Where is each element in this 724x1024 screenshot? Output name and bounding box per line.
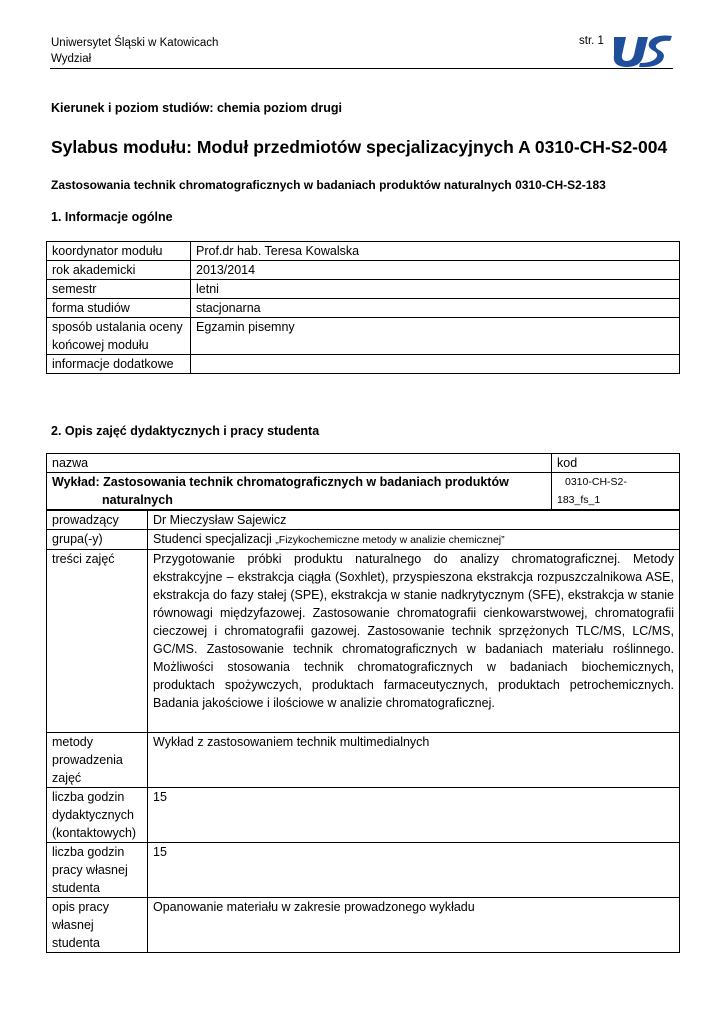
table-row (47, 898, 680, 953)
table-row (47, 530, 680, 550)
study-program: Kierunek i poziom studiów: chemia poziom drugi (51, 101, 342, 115)
row-value: stacjonarna (191, 299, 680, 318)
row-label: sposób ustalania oceny końcowej modułu (47, 318, 191, 355)
row-label: metody prowadzenia zajęć (47, 733, 148, 788)
table-row (47, 318, 680, 355)
row-value: Dr Mieczysław Sajewicz (148, 511, 680, 530)
table-row (47, 242, 680, 261)
page-title: Sylabus modułu: Moduł przedmiotów specjalizacyjnych A 0310-CH-S2-004 (51, 137, 668, 157)
table-row (47, 788, 680, 843)
general-info-table (46, 241, 680, 374)
row-label: liczba godzin pracy własnej studenta (47, 843, 148, 898)
table-row (47, 473, 680, 510)
row-value: Studenci specjalizacji „Fizykochemiczne metody w analizie chemicznej” (148, 530, 680, 550)
page-number: str. 1 (579, 35, 604, 47)
row-value: letni (191, 280, 680, 299)
table-row (47, 355, 680, 374)
table-row (47, 843, 680, 898)
course-content: Przygotowanie próbki produktu naturalnego do analizy chromatograficznej. Metody ekstrakcyjne – ekstrakcja ciągła (Soxhlet), przyspieszona ekstrakcja rozpuszczalnikowa ASE, ekstrakcja do fazy stałej (SPE), ekstrakcja w stanie nadkrytycznym (SFE), ekstrakcja w stanie równowagi międzyfazowej. Zastosowanie chromatografii cienkowarstwowej, chromatografii cieczowej i chromatografii gazowej. Zastosowanie technik sprzężonych TLC/MS, LC/MS, GC/MS. Zastosowanie technik chromatograficznych w badaniach materiału roślinnego. Możliwości stosowania technik chromatograficznych w badaniach biochemicznych, produktach spożywczych, produktach farmaceutycznych, produktach petrochemicznych. Badania jakościowe i ilościowe w analizie chromatograficznej. (148, 550, 680, 733)
row-value (191, 355, 680, 374)
row-label: forma studiów (47, 299, 191, 318)
table-row (47, 280, 680, 299)
row-label: informacje dodatkowe (47, 355, 191, 374)
row-label: prowadzący (47, 511, 148, 530)
section-heading-general: 1. Informacje ogólne (51, 210, 173, 224)
table-row (47, 299, 680, 318)
table-row (47, 261, 680, 280)
row-label: treści zajęć (47, 550, 148, 733)
row-label: opis pracy własnej studenta (47, 898, 148, 953)
row-label: koordynator modułu (47, 242, 191, 261)
section-heading-classes: 2. Opis zajęć dydaktycznych i pracy studenta (51, 424, 320, 438)
table-row (47, 511, 680, 530)
row-value: Prof.dr hab. Teresa Kowalska (191, 242, 680, 261)
lecture-code: 0310-CH-S2- 183_fs_1 (552, 473, 680, 510)
page-header (51, 35, 218, 67)
us-logo-icon (612, 33, 674, 69)
row-value: 15 (148, 843, 680, 898)
row-label: liczba godzin dydaktycznych (kontaktowych) (47, 788, 148, 843)
row-value: 15 (148, 788, 680, 843)
table-row (47, 454, 680, 473)
row-label: semestr (47, 280, 191, 299)
col-header-code: kod (552, 454, 680, 473)
course-details-table (46, 510, 680, 953)
table-row (47, 550, 680, 733)
row-label: rok akademicki (47, 261, 191, 280)
lecture-name: Wykład: Zastosowania technik chromatograficznych w badaniach produktów naturalnych (47, 473, 552, 510)
row-value: Wykład z zastosowaniem technik multimedialnych (148, 733, 680, 788)
row-value: Egzamin pisemny (191, 318, 680, 355)
university-name: Uniwersytet Śląski w Katowicach (51, 37, 219, 49)
header-rule (50, 68, 673, 69)
faculty-name: Wydział (51, 53, 92, 65)
course-name-table (46, 453, 680, 510)
row-label: grupa(-y) (47, 530, 148, 550)
row-value: Opanowanie materiału w zakresie prowadzonego wykładu (148, 898, 680, 953)
row-value: 2013/2014 (191, 261, 680, 280)
course-subtitle: Zastosowania technik chromatograficznych w badaniach produktów naturalnych 0310-CH-S2-183 (51, 178, 606, 192)
table-row (47, 733, 680, 788)
col-header-name: nazwa (47, 454, 552, 473)
